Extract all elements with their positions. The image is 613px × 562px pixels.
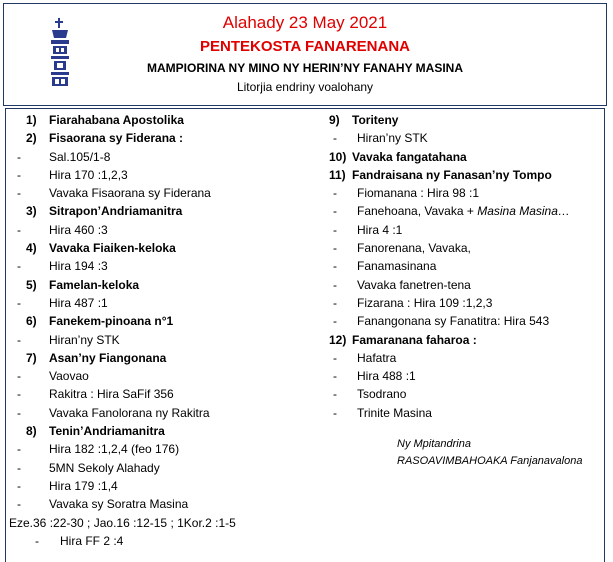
section-label: Famaranana faharoa : — [352, 332, 477, 347]
list-item — [6, 477, 316, 495]
list-item — [322, 257, 602, 275]
list-item-text: Hira 4 :1 — [357, 222, 403, 237]
section-label: Fanekem-pinoana n°1 — [49, 314, 174, 329]
list-item — [322, 312, 602, 330]
list-item-text: Fiomanana : Hira 98 :1 — [357, 186, 480, 201]
right-column — [322, 111, 602, 422]
list-item-text: Vavaka Fisaorana sy Fiderana — [49, 186, 211, 201]
section-label: Toriteny — [352, 113, 399, 127]
list-bullet: - — [17, 167, 21, 182]
list-item — [6, 294, 316, 312]
list-bullet: - — [17, 332, 21, 347]
list-item-text: Vavaka fanetren-tena — [357, 277, 471, 292]
list-item-text: Hafatra — [357, 350, 397, 365]
list-item — [6, 184, 316, 202]
list-item-text: Fanehoana, Vavaka + Masina Masina… — [357, 204, 570, 219]
list-bullet: - — [333, 277, 337, 292]
section-heading — [322, 166, 602, 184]
list-bullet: - — [333, 387, 337, 402]
page-title: PENTEKOSTA FANARENANA — [199, 38, 410, 55]
list-item-text: Rakitra : Hira SaFif 356 — [49, 387, 174, 402]
order-of-service — [5, 108, 605, 562]
list-item-text: Hiran’ny STK — [49, 332, 120, 347]
section-label: Fiarahabana Apostolika — [49, 113, 184, 127]
list-item — [6, 257, 316, 275]
list-item-text: Hira 170 :1,2,3 — [49, 167, 128, 182]
signature-name: RASOAVIMBAHOAKA Fanjanavalona — [397, 455, 583, 467]
section-label: Fandraisana ny Fanasan’ny Tompo — [352, 167, 552, 182]
section-label: Vavaka fangatahana — [352, 149, 467, 164]
list-item — [322, 221, 602, 239]
list-item-text: Hira 182 :1,2,4 (feo 176) — [49, 442, 180, 457]
list-item — [6, 532, 316, 550]
list-item-text: Fanorenana, Vavaka, — [357, 241, 471, 256]
list-bullet: - — [333, 222, 337, 237]
list-item-text: 5MN Sekoly Alahady — [49, 460, 160, 475]
list-item — [322, 294, 602, 312]
list-item — [6, 166, 316, 184]
signature-title: Ny Mpitandrina — [397, 438, 471, 450]
section-number: 2) — [26, 131, 37, 146]
list-item-text: Hira 179 :1,4 — [49, 478, 118, 493]
list-bullet: - — [17, 442, 21, 457]
list-bullet: - — [333, 259, 337, 274]
scripture-references — [6, 514, 316, 532]
list-bullet: - — [333, 405, 337, 420]
scripture-text: Eze.36 :22-30 ; Jao.16 :12-15 ; 1Kor.2 :1-5 — [9, 515, 236, 530]
section-number: 8) — [26, 424, 37, 439]
list-bullet: - — [17, 460, 21, 475]
section-heading — [6, 239, 316, 257]
list-item — [322, 349, 602, 367]
section-label: Fisaorana sy Fiderana : — [49, 131, 184, 146]
section-number: 7) — [26, 350, 37, 365]
list-item — [6, 331, 316, 349]
section-number: 3) — [26, 204, 37, 219]
list-item — [6, 385, 316, 403]
list-bullet: - — [333, 295, 337, 310]
section-number: 10) — [329, 149, 347, 164]
list-item — [6, 459, 316, 477]
list-bullet: - — [17, 295, 21, 310]
list-item-text: Vavaka sy Soratra Masina — [49, 497, 189, 512]
list-item-text: Tsodrano — [357, 387, 407, 402]
list-bullet: - — [333, 186, 337, 201]
list-bullet: - — [17, 369, 21, 384]
list-item — [322, 404, 602, 422]
section-heading — [6, 422, 316, 440]
section-number: 4) — [26, 241, 37, 256]
section-heading — [6, 276, 316, 294]
list-item — [6, 148, 316, 166]
list-item — [6, 367, 316, 385]
section-heading — [322, 331, 602, 349]
list-item-text: Sal.105/1-8 — [49, 149, 111, 164]
section-heading — [6, 111, 316, 129]
section-heading — [6, 202, 316, 220]
list-item — [322, 239, 602, 257]
list-item — [322, 202, 602, 220]
list-item-text: Vaovao — [49, 369, 89, 384]
list-bullet: - — [333, 350, 337, 365]
section-label: Asan’ny Fiangonana — [49, 350, 167, 365]
header-box — [3, 3, 607, 106]
section-number: 6) — [26, 314, 37, 329]
left-column — [6, 111, 316, 550]
list-item-text: Hira 487 :1 — [49, 295, 108, 310]
liturgy-label: Litorjia endriny voalohany — [236, 80, 374, 94]
list-bullet: - — [17, 387, 21, 402]
section-number: 5) — [26, 277, 37, 292]
list-bullet: - — [17, 497, 21, 512]
list-item-text: Fizarana : Hira 109 :1,2,3 — [357, 295, 493, 310]
list-bullet: - — [333, 131, 337, 146]
section-number: 12) — [329, 332, 347, 347]
list-item-text: Fanangonana sy Fanatitra: Hira 543 — [357, 314, 550, 329]
list-item — [6, 404, 316, 422]
list-item-text: Hira 488 :1 — [357, 369, 416, 384]
section-number: 1) — [26, 113, 37, 127]
list-item-text: Hira 194 :3 — [49, 259, 108, 274]
list-item — [322, 184, 602, 202]
list-item — [322, 385, 602, 403]
section-heading — [6, 349, 316, 367]
list-item — [322, 276, 602, 294]
list-bullet: - — [333, 369, 337, 384]
list-bullet: - — [17, 149, 21, 164]
section-label: Famelan-keloka — [49, 277, 140, 292]
section-number: 9) — [329, 113, 340, 127]
list-item — [6, 221, 316, 239]
section-number: 11) — [329, 167, 346, 182]
list-item-text: Hira 460 :3 — [49, 222, 108, 237]
list-item — [6, 495, 316, 513]
list-item-text: Fanamasinana — [357, 259, 437, 274]
section-label: Tenin’Andriamanitra — [49, 424, 165, 439]
list-bullet: - — [333, 241, 337, 256]
list-bullet: - — [17, 222, 21, 237]
section-heading — [322, 111, 602, 129]
service-date: Alahady 23 May 2021 — [222, 13, 388, 32]
list-item-text: Trinite Masina — [357, 405, 432, 420]
section-label: Sitrapon’Andriamanitra — [49, 204, 183, 219]
list-item-text: Hira FF 2 :4 — [60, 533, 124, 548]
list-bullet: - — [35, 533, 39, 548]
section-heading — [322, 148, 602, 166]
list-bullet: - — [17, 186, 21, 201]
page-subtitle: MAMPIORINA NY MINO NY HERIN’NY FANAHY MASINA — [146, 61, 464, 75]
list-bullet: - — [17, 478, 21, 493]
list-item — [322, 129, 602, 147]
section-heading — [6, 312, 316, 330]
list-bullet: - — [17, 405, 21, 420]
list-bullet: - — [17, 259, 21, 274]
list-item — [322, 367, 602, 385]
section-heading — [6, 129, 316, 147]
section-label: Vavaka Fiaiken-keloka — [49, 241, 176, 256]
signature — [397, 436, 582, 470]
list-item-text: Vavaka Fanolorana ny Rakitra — [49, 405, 210, 420]
list-bullet: - — [333, 314, 337, 329]
list-item — [6, 440, 316, 458]
list-item-text: Hiran’ny STK — [357, 131, 428, 146]
list-bullet: - — [333, 204, 337, 219]
list-item-italic: Masina Masina… — [477, 204, 570, 219]
